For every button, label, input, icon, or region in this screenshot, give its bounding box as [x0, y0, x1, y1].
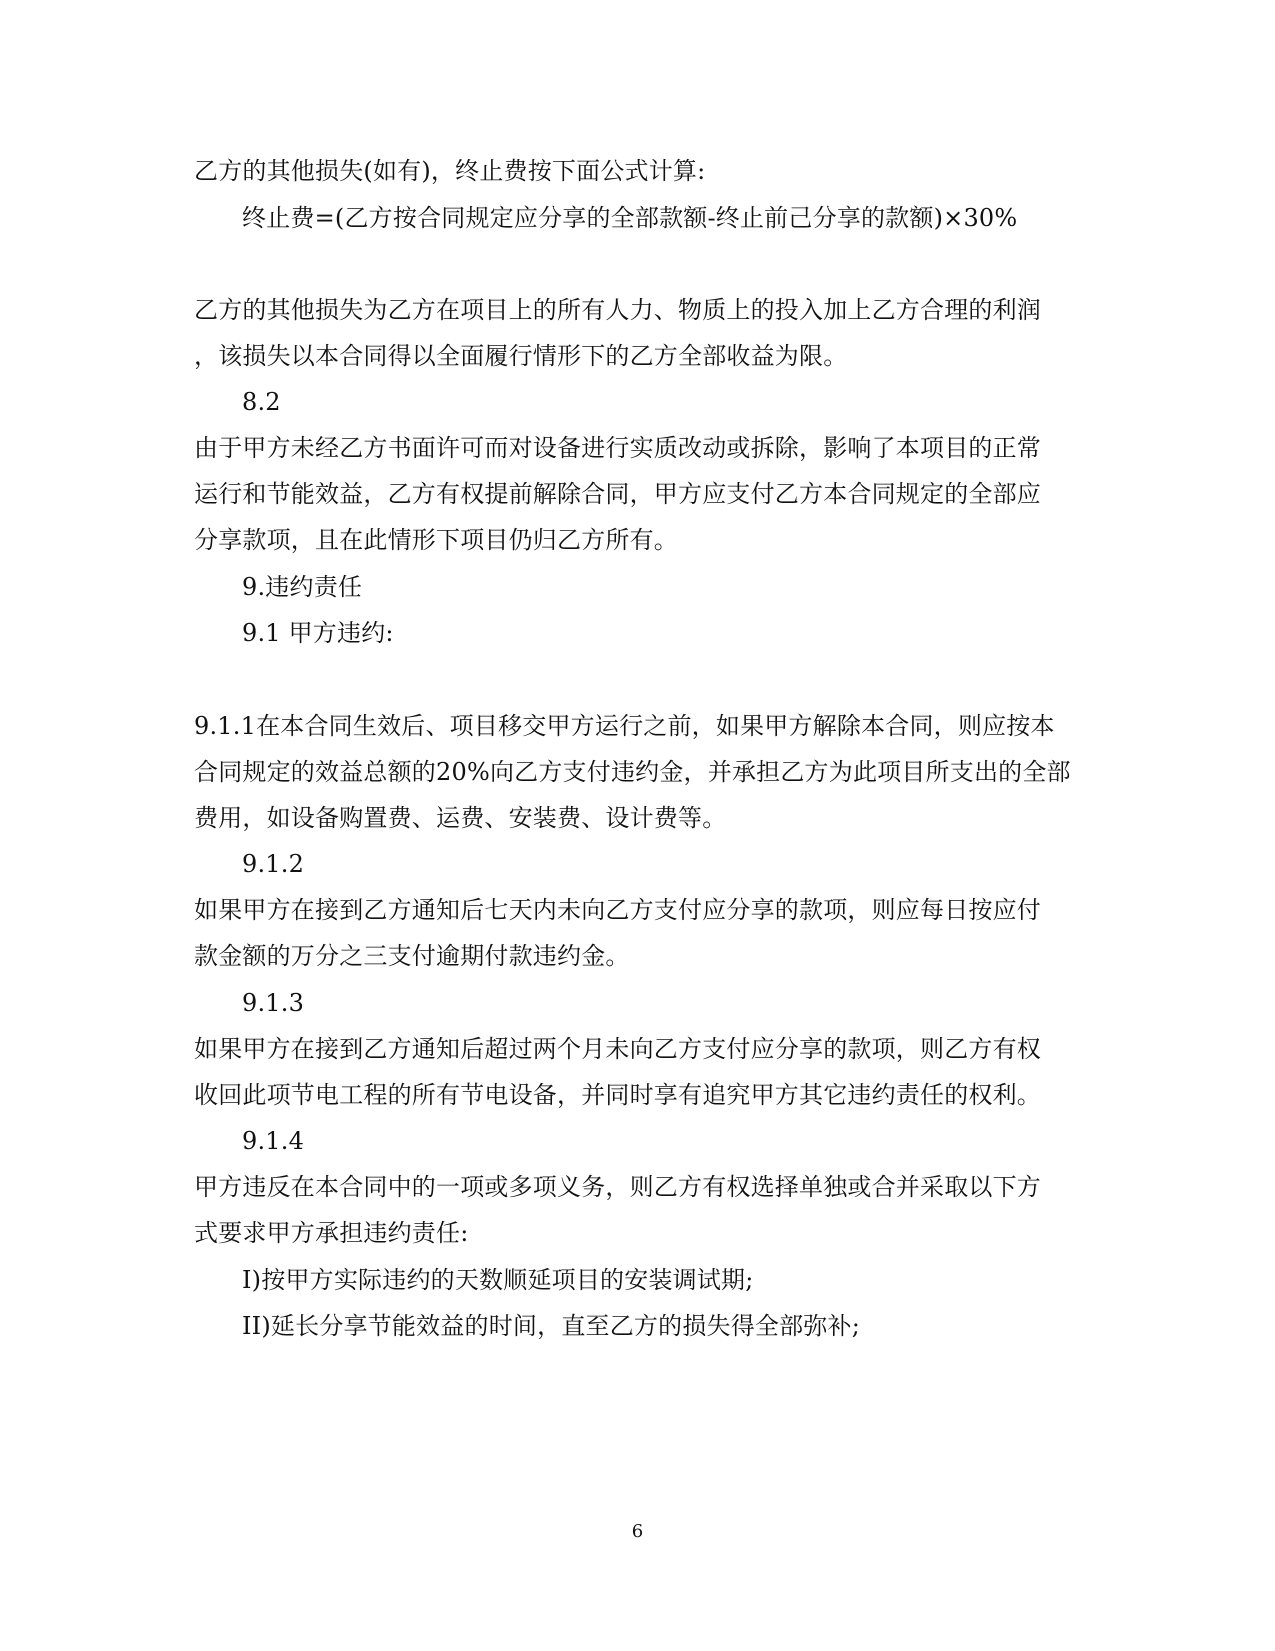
text-line: ，该损失以本合同得以全面履行情形下的乙方全部收益为限。 — [194, 342, 848, 370]
text-line: 收回此项节电工程的所有节电设备，并同时享有追究甲方其它违约责任的权利。 — [194, 1081, 1041, 1109]
text-line: 乙方的其他损失为乙方在项目上的所有人力、物质上的投入加上乙方合理的利润 — [194, 296, 1041, 324]
text-line: 运行和节能效益，乙方有权提前解除合同，甲方应支付乙方本合同规定的全部应 — [194, 480, 1041, 508]
text-line: 如果甲方在接到乙方通知后七天内未向乙方支付应分享的款项，则应每日按应付 — [194, 896, 1041, 924]
section-heading: 9.违约责任 — [242, 573, 363, 601]
section-number: 9.1.2 — [242, 850, 305, 878]
text-line: 款金额的万分之三支付逾期付款违约金。 — [194, 942, 630, 970]
list-item: II)延长分享节能效益的时间，直至乙方的损失得全部弥补; — [242, 1312, 861, 1340]
formula-line: 终止费=(乙方按合同规定应分享的全部款额-终止前己分享的款额)×30% — [242, 204, 1018, 232]
text-line: 9.1.1在本合同生效后、项目移交甲方运行之前，如果甲方解除本合同，则应按本 — [194, 712, 1055, 740]
section-number: 8.2 — [242, 388, 281, 416]
text-line: 甲方违反在本合同中的一项或多项义务，则乙方有权选择单独或合并采取以下方 — [194, 1173, 1041, 1201]
text-line: 由于甲方未经乙方书面许可而对设备进行实质改动或拆除，影响了本项目的正常 — [194, 434, 1041, 462]
section-heading: 9.1 甲方违约: — [242, 619, 394, 647]
page-number: 6 — [631, 1521, 644, 1542]
text-line: 分享款项，且在此情形下项目仍归乙方所有。 — [194, 526, 678, 554]
text-line: 费用，如设备购置费、运费、安装费、设计费等。 — [194, 804, 727, 832]
list-item: I)按甲方实际违约的天数顺延项目的安装调试期; — [242, 1266, 754, 1294]
text-line: 乙方的其他损失(如有)，终止费按下面公式计算: — [194, 157, 706, 185]
section-number: 9.1.3 — [242, 989, 305, 1017]
text-line: 如果甲方在接到乙方通知后超过两个月未向乙方支付应分享的款项，则乙方有权 — [194, 1035, 1041, 1063]
text-line: 式要求甲方承担违约责任: — [194, 1219, 469, 1247]
section-number: 9.1.4 — [242, 1127, 305, 1155]
text-line: 合同规定的效益总额的20%向乙方支付违约金，并承担乙方为此项目所支出的全部 — [194, 758, 1071, 786]
